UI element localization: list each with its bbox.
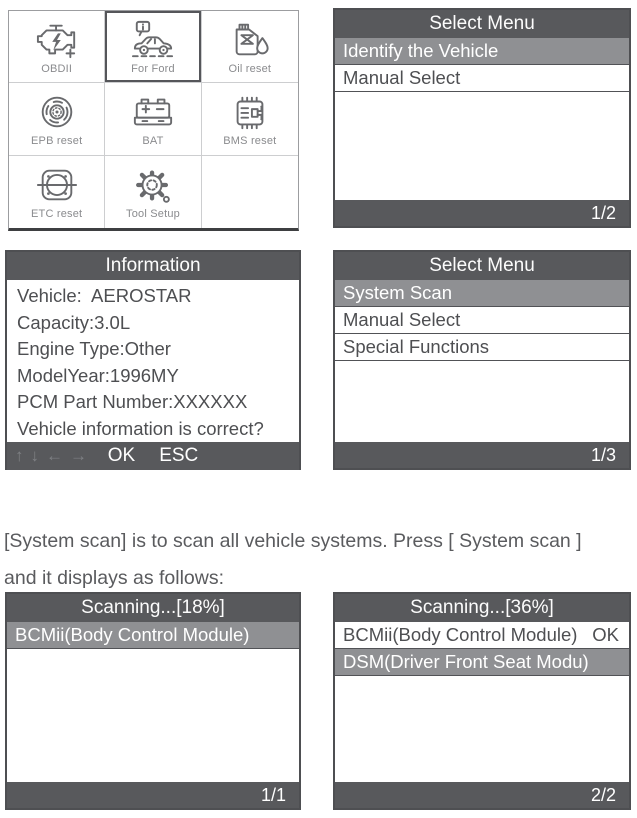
vehicle-info-body — [7, 280, 299, 442]
menu-cell-label: BMS reset — [223, 134, 277, 147]
information-screen — [5, 250, 301, 470]
page-indicator: 1/3 — [335, 442, 629, 468]
chip-icon — [227, 91, 273, 133]
arrow-down-icon: ↓ — [30, 446, 39, 465]
menu-cell-epb-reset[interactable] — [9, 83, 105, 155]
menu-item-label: Identify the Vehicle — [343, 40, 499, 61]
menu-cell-obdii[interactable] — [9, 11, 105, 83]
menu-cell-tool-setup[interactable] — [105, 156, 201, 228]
info-line-model-year: ModelYear:1996MY — [17, 364, 179, 386]
scan-item-dsm[interactable] — [335, 649, 629, 676]
page-indicator: 1/1 — [7, 782, 299, 808]
system-scan-description: [System scan] is to scan all vehicle systems. Press [ System scan ] and it displays as follows: — [4, 529, 582, 589]
menu-cell-label: Oil reset — [228, 62, 272, 75]
scan-item-label: DSM(Driver Front Seat Modu) — [343, 651, 589, 672]
esc-key[interactable]: ESC — [159, 445, 199, 466]
menu-item-label: Manual Select — [343, 309, 461, 330]
menu-item-manual-select[interactable] — [335, 65, 629, 92]
car-info-icon — [130, 19, 176, 61]
info-footer-bar — [7, 442, 299, 470]
oil-can-icon — [227, 19, 273, 61]
home-menu-screen — [8, 10, 299, 231]
menu-cell-oil-reset[interactable] — [202, 11, 298, 83]
engine-icon — [34, 19, 80, 61]
menu-cell-label: EPB reset — [31, 134, 83, 147]
screen-body-blank — [335, 92, 629, 200]
gear-icon — [130, 164, 176, 206]
select-menu-vehicle-screen — [333, 8, 631, 228]
screen-title: Scanning...[18%] — [7, 594, 299, 622]
screen-body-blank — [7, 649, 299, 782]
scanning-36-screen — [333, 592, 631, 810]
menu-cell-label: BAT — [142, 134, 164, 147]
scan-item-bcmii[interactable] — [7, 622, 299, 649]
menu-cell-bms-reset[interactable] — [202, 83, 298, 155]
menu-item-special-functions[interactable] — [335, 334, 629, 361]
info-line-engine-type: Engine Type:Other — [17, 338, 171, 359]
screen-title: Select Menu — [335, 10, 629, 38]
screen-title: Information — [7, 252, 299, 280]
menu-cell-for-ford[interactable] — [105, 11, 201, 83]
menu-item-label: System Scan — [343, 282, 452, 303]
throttle-body-icon — [34, 164, 80, 206]
scan-item-bcmii[interactable] — [335, 622, 629, 649]
scan-item-label: BCMii(Body Control Module) — [343, 624, 578, 645]
menu-cell-etc-reset[interactable] — [9, 156, 105, 228]
footer-keys — [108, 445, 199, 467]
ok-key[interactable]: OK — [107, 445, 136, 466]
menu-cell-label: For Ford — [131, 62, 175, 75]
menu-item-identify-vehicle[interactable] — [335, 38, 629, 65]
page-indicator: 2/2 — [335, 782, 629, 808]
menu-item-manual-select[interactable] — [335, 307, 629, 334]
info-line-capacity: Capacity:3.0L — [17, 311, 131, 333]
menu-item-label: Special Functions — [343, 336, 490, 357]
screen-body-blank — [335, 676, 629, 782]
menu-cell-label: Tool Setup — [126, 207, 180, 220]
menu-cell-label: OBDII — [41, 62, 73, 75]
scanning-18-screen — [5, 592, 301, 810]
info-line-vehicle: Vehicle: AEROSTAR — [17, 285, 192, 306]
arrow-up-icon: ↑ — [15, 446, 24, 465]
arrow-left-icon: ← — [46, 446, 63, 465]
page-indicator: 1/2 — [335, 200, 629, 226]
screen-title: Select Menu — [335, 252, 629, 280]
info-line-confirm-question: Vehicle information is correct? — [17, 417, 264, 439]
menu-cell-label: ETC reset — [31, 207, 83, 220]
select-menu-scan-screen — [333, 250, 631, 470]
scan-item-status: OK — [592, 624, 619, 645]
menu-item-label: Manual Select — [343, 67, 461, 88]
screen-body-blank — [335, 361, 629, 442]
screen-title: Scanning...[36%] — [335, 594, 629, 622]
arrow-right-icon: → — [70, 446, 87, 465]
brake-disc-icon — [34, 91, 80, 133]
menu-item-system-scan[interactable] — [335, 280, 629, 307]
scan-item-label: BCMii(Body Control Module) — [15, 624, 250, 645]
nav-arrow-keys — [15, 446, 87, 466]
menu-cell-bat[interactable] — [105, 83, 201, 155]
info-line-pcm-part: PCM Part Number:XXXXXX — [17, 391, 248, 412]
menu-cell-empty — [202, 156, 298, 228]
battery-icon — [130, 91, 176, 133]
